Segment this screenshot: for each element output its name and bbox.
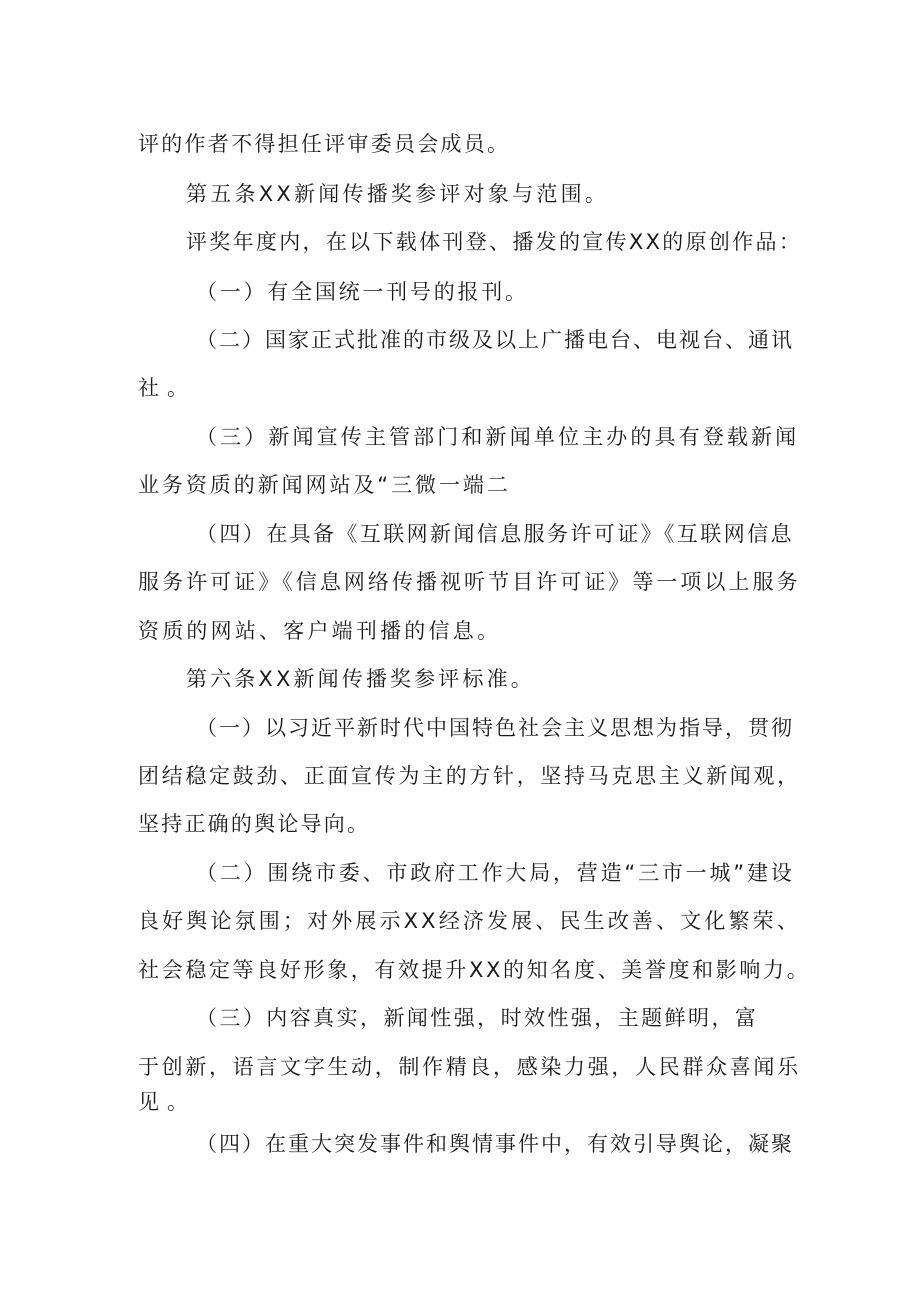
- list-item: （四）在重大突发事件和舆情事件中，有效引导舆论，凝聚: [196, 1132, 794, 1156]
- text-line: 见。: [138, 1090, 196, 1114]
- text-line: 团结稳定鼓劲、正面宣传为主的方针，坚持马克思主义新闻观，: [138, 764, 801, 788]
- text-line: 评奖年度内，在以下载体刊登、播发的宣传XX的原创作品：: [186, 230, 803, 254]
- list-item: （二）国家正式批准的市级及以上广播电台、电视台、通讯: [196, 328, 794, 352]
- text-line: 业务资质的新闻网站及“三微一端二: [138, 473, 511, 497]
- list-item: （一）以习近平新时代中国特色社会主义思想为指导，贯彻: [196, 716, 794, 740]
- text-line: 资质的网站、客户端刊播的信息。: [138, 619, 502, 643]
- text-line: 坚持正确的舆论导向。: [138, 812, 371, 836]
- list-item: （四）在具备《互联网新闻信息服务许可证》《互联网信息: [196, 522, 794, 546]
- list-item: （三）新闻宣传主管部门和新闻单位主办的具有登载新闻: [196, 425, 800, 449]
- article-heading: 第六条XX新闻传播奖参评标准。: [186, 667, 535, 691]
- text-line: 服务许可证》《信息网络传播视听节目许可证》等一项以上服务: [138, 570, 801, 594]
- list-item: （二）围绕市委、市政府工作大局，营造“三市一城”建设: [196, 861, 795, 885]
- text-line: 社。: [138, 376, 196, 400]
- text-line: 良好舆论氛围；对外展示XX经济发展、民生改善、文化繁荣、: [138, 909, 801, 933]
- article-heading: 第五条XX新闻传播奖参评对象与范围。: [186, 182, 610, 206]
- text-line: 社会稳定等良好形象，有效提升XX的知名度、美誉度和影响力。: [138, 958, 811, 982]
- text-line: 评的作者不得担任评审委员会成员。: [138, 132, 511, 156]
- list-item: （三）内容真实，新闻性强，时效性强，主题鲜明，富: [196, 1006, 759, 1030]
- text-line: 于创新，语言文字生动，制作精良，感染力强，人民群众喜闻乐: [138, 1055, 801, 1079]
- list-item: （一）有全国统一刊号的报刊。: [196, 280, 529, 304]
